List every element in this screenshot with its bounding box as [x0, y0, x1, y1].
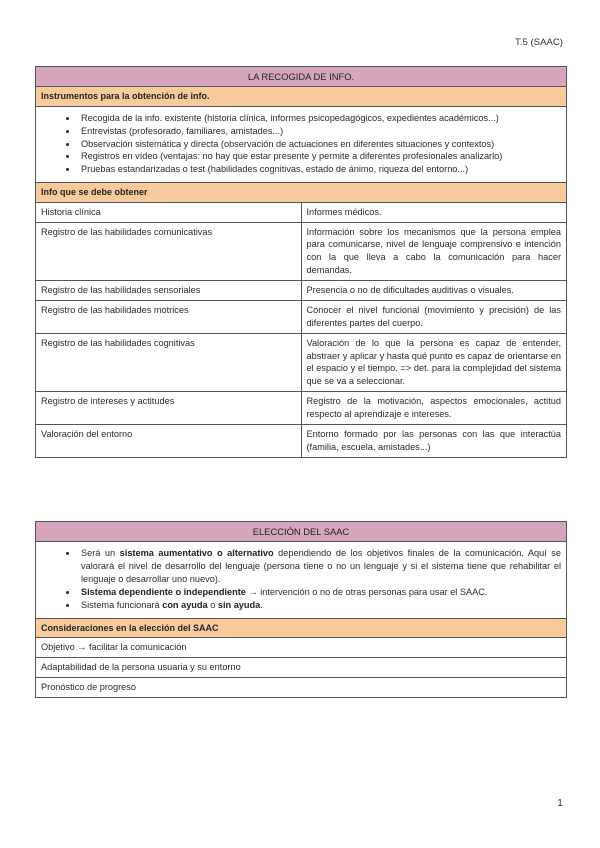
row-label: Registro de las habilidades comunicativas	[36, 222, 302, 281]
row-label: Registro de las habilidades cognitivas	[36, 333, 302, 392]
row-label: Registro de las habilidades sensoriales	[36, 281, 302, 301]
table-row	[36, 202, 567, 222]
list-item: • Sistema dependiente o independiente → intervención o no de otras personas para usar el SAAC.	[78, 586, 561, 599]
row-label: Registro de intereses y actitudes	[36, 392, 302, 425]
eleccion-title: ELECCIÓN DEL SAAC	[36, 522, 567, 542]
recogida-title: LA RECOGIDA DE INFO.	[36, 67, 567, 87]
consideraciones-heading: Consideraciones en la elección del SAAC	[36, 618, 567, 638]
info-heading: Info que se debe obtener	[36, 183, 567, 203]
list-item: • Observación sistemática y directa (observación de actuaciones en diferentes situaciones y contextos)	[78, 138, 561, 151]
table-row	[36, 392, 567, 425]
list-item: • Entrevistas (profesorado, familiares, amistades...)	[78, 125, 561, 138]
list-item: • Registros en vídeo (ventajas: no hay que estar presente y permite a diferentes profesionales analizarlo)	[78, 150, 561, 163]
instrumentos-heading: Instrumentos para la obtención de info.	[36, 87, 567, 107]
list-item: • Será un sistema aumentativo o alternativo dependiendo de los objetivos finales de la comunicación. Aquí se valorará el nivel de desarrollo del lenguaje (persona tiene o no un lenguaje y si el sistema tiene que rehabilitar el lenguaje o desarrollar uno nuevo).	[78, 547, 561, 586]
header-tag: T.5 (SAAC)	[515, 37, 563, 48]
list-item: • Pruebas estandarizadas o test (habilidades cognitivas, estado de ánimo, riqueza del entorno...)	[78, 163, 561, 176]
table-row	[36, 333, 567, 392]
page-number: 1	[557, 797, 563, 809]
row-label: Historia clínica	[36, 202, 302, 222]
row-text: Conocer el nivel funcional (movimiento y precisión) de las diferentes partes del cuerpo.	[301, 300, 567, 333]
eleccion-list	[36, 542, 567, 618]
row-text: Informes médicos.	[301, 202, 567, 222]
eleccion-table	[35, 521, 567, 698]
table-row	[36, 281, 567, 301]
table-row	[36, 300, 567, 333]
consideracion-item: Objetivo → facilitar la comunicación	[36, 638, 567, 658]
row-text: Registro de la motivación, aspectos emocionales, actitud respecto al aprendizaje e intereses.	[301, 392, 567, 425]
row-text: Valoración de lo que la persona es capaz de entender, abstraer y aplicar y hasta qué punto es capaz de orientarse en el espacio y el tiempo. => det. para la complejidad del sistema que se va a seleccionar.	[301, 333, 567, 392]
list-item: • Recogida de la info. existente (historia clínica, informes psicopedagógicos, expedientes académicos...)	[78, 112, 561, 125]
table-row	[36, 424, 567, 457]
row-text: Entorno formado por las personas con las que interactúa (familia, escuela, amistades...)	[301, 424, 567, 457]
recogida-table	[35, 66, 567, 458]
table-row	[36, 222, 567, 281]
consideracion-item: Adaptabilidad de la persona usuaria y su entorno	[36, 658, 567, 678]
row-text: Presencia o no de dificultades auditivas o visuales.	[301, 281, 567, 301]
consideracion-item: Pronóstico de progreso	[36, 677, 567, 697]
row-text: Información sobre los mecanismos que la persona emplea para comunicarse, nivel de lenguaje comprensivo e intención con la que lleva a cabo la comunicación para hacer demandas.	[301, 222, 567, 281]
row-label: Valoración del entorno	[36, 424, 302, 457]
list-item: • Sistema funcionará con ayuda o sin ayuda.	[78, 599, 561, 612]
instrumentos-list	[36, 106, 567, 182]
row-label: Registro de las habilidades motrices	[36, 300, 302, 333]
